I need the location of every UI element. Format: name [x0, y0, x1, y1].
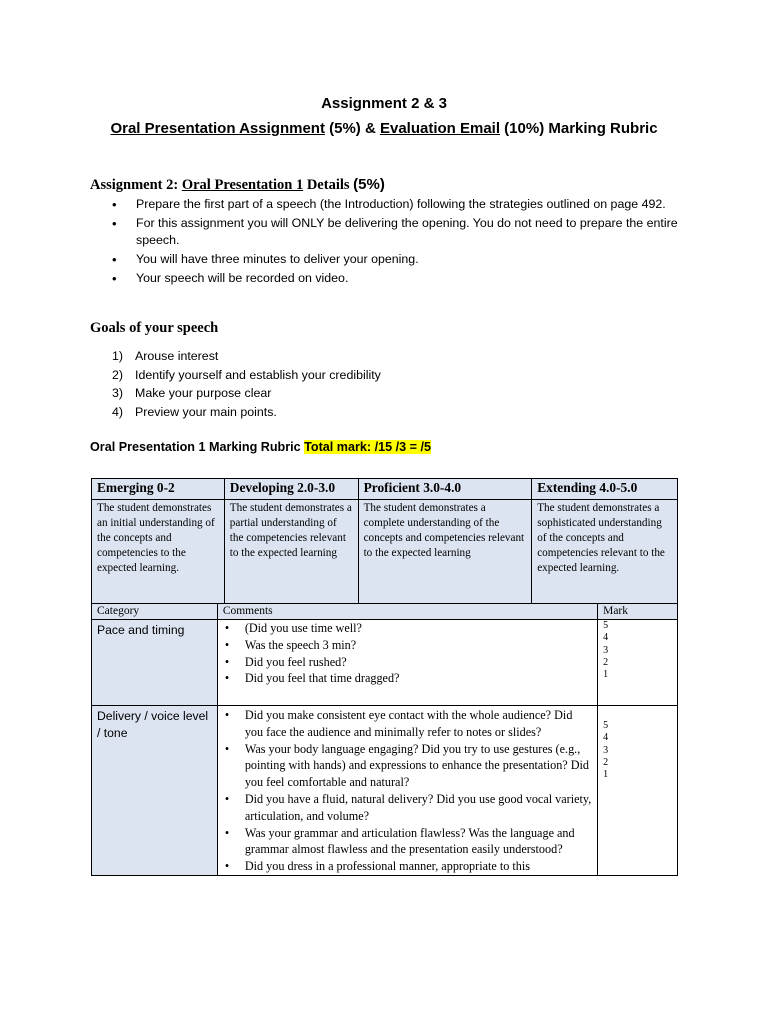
assignment2-heading: [90, 176, 385, 194]
level-desc-emerging: The student demonstrates an initial understanding of the concepts and competencies to the expected learning.: [92, 500, 225, 610]
list-text: Make your purpose clear: [135, 386, 272, 400]
mark-option: 5: [603, 620, 609, 631]
rubric-marks-table: [91, 603, 678, 876]
category-header: Category: [92, 604, 218, 620]
list-item: • Did you have a fluid, natural delivery? Did you use good vocal variety, articulation, and volume?: [223, 791, 592, 825]
list-item: • (Did you use time well?: [223, 620, 592, 637]
level-desc-proficient: The student demonstrates a complete understanding of the concepts and competencies relevant to the expected learning: [358, 500, 532, 610]
list-item: • Your speech will be recorded on video.: [90, 270, 680, 287]
document-title: [0, 93, 768, 140]
list-text: Preview your main points.: [135, 404, 277, 419]
category-cell: Pace and timing: [92, 620, 218, 706]
list-item: [90, 366, 650, 385]
list-item: • Was your grammar and articulation flawless? Was the language and grammar almost flawless and the presentation easily understood?: [223, 825, 592, 859]
level-desc-developing: The student demonstrates a partial understanding of the competencies relevant to the expected learning: [224, 500, 358, 610]
list-item: • Did you dress in a professional manner, appropriate to this: [223, 858, 592, 875]
list-item: • Prepare the first part of a speech (the Introduction) following the strategies outlined on page 492.: [90, 196, 680, 213]
list-number: 2): [112, 367, 124, 382]
list-item: • For this assignment you will ONLY be delivering the opening. You do not need to prepare the entire speech.: [90, 215, 680, 249]
levels-title-row: [92, 479, 678, 500]
rubric-levels-table: [91, 478, 678, 610]
goals-list: [90, 347, 650, 421]
table-row: [92, 620, 678, 706]
mark-options: [598, 706, 678, 876]
list-item: • Did you make consistent eye contact with the whole audience? Did you face the audience and minimally refer to notes or slides?: [223, 707, 592, 741]
mark-option: 2: [603, 656, 609, 668]
level-desc-extending: The student demonstrates a sophisticated understanding of the concepts and competencies relevant to the expected learning.: [532, 500, 678, 610]
comments-list: [223, 620, 592, 687]
mark-header: Mark: [598, 604, 678, 620]
evaluation-email-title: Evaluation Email: [379, 120, 501, 137]
rubric-heading-text: Oral Presentation 1 Marking Rubric: [90, 440, 305, 454]
list-item: • Did you feel that time dragged?: [223, 670, 592, 687]
title-text: (10%) Marking Rubric: [500, 120, 658, 137]
oral-presentation-assignment-title: Oral Presentation Assignment: [110, 120, 325, 137]
goals-heading-text: Goals of your speech: [90, 320, 219, 336]
goals-heading: [90, 320, 218, 337]
level-title-emerging: Emerging 0-2: [92, 479, 225, 500]
assignment2-heading-link: Oral Presentation 1: [181, 177, 304, 193]
list-text: Arouse interest: [135, 349, 219, 363]
comments-list: [223, 707, 592, 875]
list-number: 3): [112, 386, 124, 400]
list-number: 1): [112, 349, 124, 363]
title-line-1: Assignment 2 & 3: [321, 95, 447, 112]
table-header-row: [92, 604, 678, 620]
comments-cell: [217, 620, 597, 706]
rubric-heading: [90, 440, 431, 454]
list-item: [90, 347, 650, 366]
comments-header: Comments: [217, 604, 597, 620]
level-title-extending: Extending 4.0-5.0: [532, 479, 678, 500]
list-text: Identify yourself and establish your credibility: [135, 367, 381, 382]
list-item: • Was your body language engaging? Did you try to use gestures (e.g., pointing with hands) and expressions to enhance the presentation? Did you feel comfortable and natural?: [223, 741, 592, 791]
total-mark-highlight: Total mark: /15 /3 = /5: [304, 440, 431, 454]
mark-option: 1: [603, 769, 609, 781]
list-item: • You will have three minutes to deliver your opening.: [90, 251, 680, 268]
mark-option: 4: [603, 732, 609, 744]
levels-desc-row: [92, 500, 678, 610]
mark-options: [598, 620, 678, 706]
mark-option: 5: [603, 720, 609, 731]
mark-option: 4: [603, 632, 609, 644]
mark-option: 3: [603, 644, 609, 656]
title-line-2: [0, 118, 768, 140]
mark-option: 1: [603, 669, 609, 681]
list-item: [90, 384, 650, 403]
level-title-proficient: Proficient 3.0-4.0: [358, 479, 532, 500]
list-item: [90, 403, 650, 422]
assignment2-heading-suffix: Details: [303, 177, 354, 193]
assignment2-heading-weight: (5%): [353, 176, 385, 193]
list-item: • Was the speech 3 min?: [223, 637, 592, 654]
mark-option: 3: [603, 744, 609, 756]
level-title-developing: Developing 2.0-3.0: [224, 479, 358, 500]
list-number: 4): [112, 404, 124, 419]
comments-cell: [217, 706, 597, 876]
assignment2-details-list: [90, 196, 680, 289]
mark-option: 2: [603, 756, 609, 768]
list-item: • Did you feel rushed?: [223, 654, 592, 671]
category-cell: Delivery / voice level / tone: [92, 706, 218, 876]
table-row: [92, 706, 678, 876]
assignment2-heading-prefix: Assignment 2:: [90, 177, 182, 193]
title-text: (5%) &: [324, 120, 380, 137]
